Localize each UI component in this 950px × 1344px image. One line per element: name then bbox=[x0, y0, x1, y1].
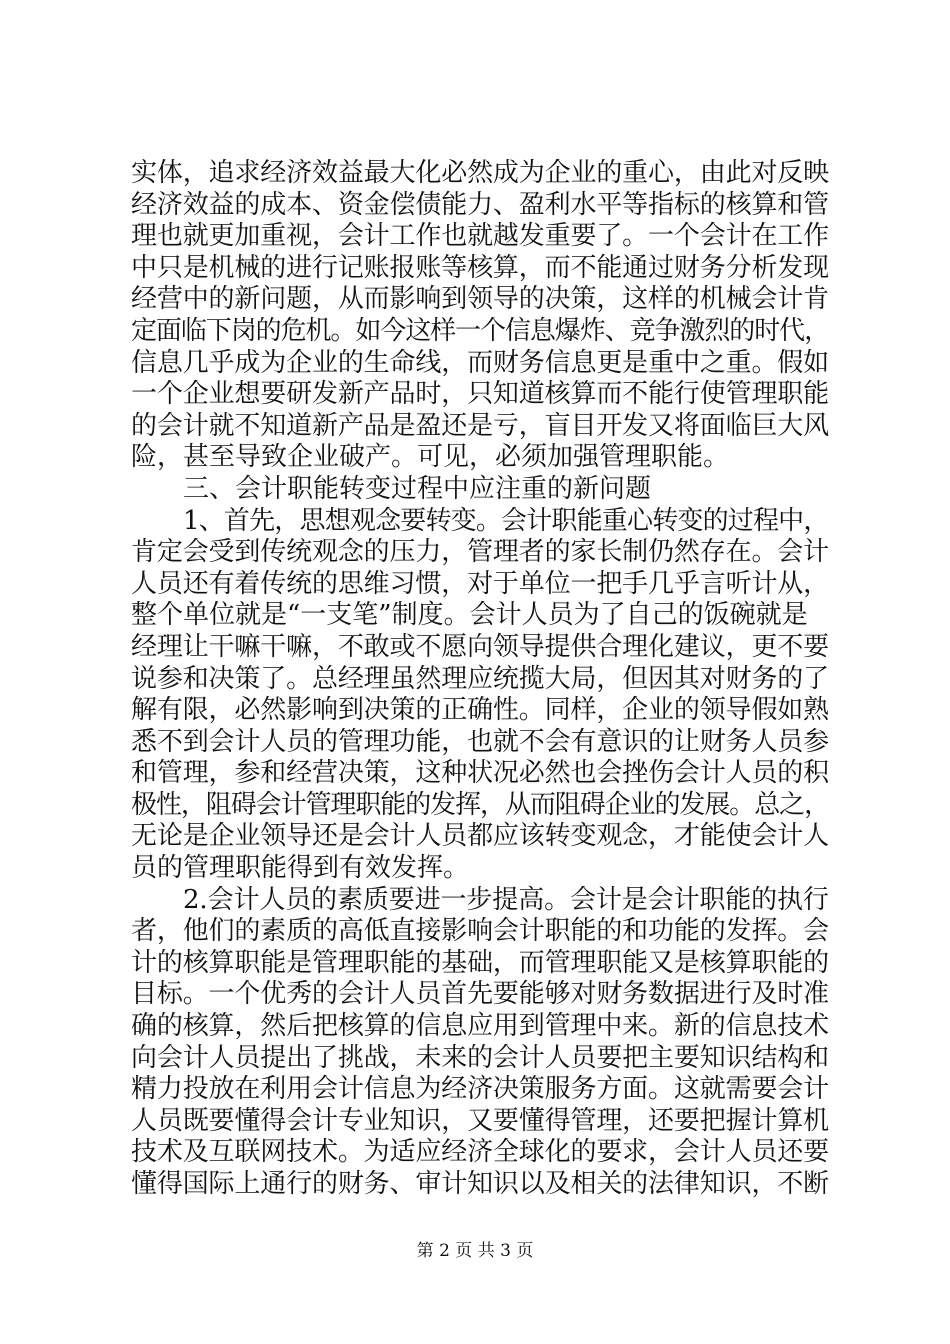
text-line: 技术及互联网技术。为适应经济全球化的要求，会计人员还要 bbox=[131, 1137, 830, 1168]
text-line: 确的核算，然后把核算的信息应用到管理中来。新的信息技术 bbox=[131, 1011, 830, 1042]
text-line: 极性，阻碍会计管理职能的发挥，从而阻碍企业的发展。总之， bbox=[131, 789, 830, 820]
text-line: 实体，追求经济效益最大化必然成为企业的重心，由此对反映 bbox=[131, 158, 830, 188]
text-line: 悉不到会计人员的管理功能，也就不会有意识的让财务人员参 bbox=[131, 726, 830, 757]
page-footer: 第 2 页 共 3 页 bbox=[416, 1241, 534, 1261]
text-line: 肯定会受到传统观念的压力，管理者的家长制仍然存在。会计 bbox=[131, 537, 830, 568]
text-line: 解有限，必然影响到决策的正确性。同样，企业的领导假如熟 bbox=[131, 695, 830, 726]
text-line: 计的核算职能是管理职能的基础，而管理职能又是核算职能的 bbox=[131, 947, 830, 978]
text-line: 定面临下岗的危机。如今这样一个信息爆炸、竞争激烈的时代， bbox=[131, 315, 830, 346]
text-line: 向会计人员提出了挑战，未来的会计人员要把主要知识结构和 bbox=[131, 1042, 830, 1073]
text-line: 经营中的新问题，从而影响到领导的决策，这样的机械会计肯 bbox=[131, 284, 830, 315]
document-body bbox=[131, 158, 829, 1201]
text-line: 精力投放在利用会计信息为经济决策服务方面。这就需要会计 bbox=[131, 1074, 830, 1105]
text-line: 理也就更加重视，会计工作也就越发重要了。一个会计在工作 bbox=[131, 221, 830, 252]
text-line: 懂得国际上通行的财务、审计知识以及相关的法律知识，不断 bbox=[131, 1169, 830, 1199]
text-line: 中只是机械的进行记账报账等核算，而不能通过财务分析发现 bbox=[131, 252, 830, 283]
text-line: 经济效益的成本、资金偿债能力、盈利水平等指标的核算和管 bbox=[131, 189, 830, 220]
text-line: 者，他们的素质的高低直接影响会计职能的和功能的发挥。会 bbox=[131, 916, 830, 947]
text-line: 2.会计人员的素质要进一步提高。会计是会计职能的执行 bbox=[183, 884, 829, 915]
text-line: 经理让干嘛干嘛，不敢或不愿向领导提供合理化建议，更不要 bbox=[131, 631, 830, 662]
text-line: 人员还有着传统的思维习惯，对于单位一把手几乎言听计从， bbox=[131, 568, 830, 599]
text-line: 一个企业想要研发新产品时，只知道核算而不能行使管理职能 bbox=[131, 379, 830, 410]
text-line: 信息几乎成为企业的生命线，而财务信息更是重中之重。假如 bbox=[131, 347, 830, 378]
text-line: 1、首先，思想观念要转变。会计职能重心转变的过程中， bbox=[183, 505, 829, 536]
text-line: 险，甚至导致企业破产。可见，必须加强管理职能。 bbox=[131, 442, 730, 473]
text-line: 员的管理职能得到有效发挥。 bbox=[131, 853, 470, 884]
text-line: 三、会计职能转变过程中应注重的新问题 bbox=[183, 473, 652, 504]
text-line: 整个单位就是“一支笔”制度。会计人员为了自己的饭碗就是 bbox=[131, 600, 808, 631]
text-line: 目标。一个优秀的会计人员首先要能够对财务数据进行及时准 bbox=[131, 979, 830, 1010]
text-line: 人员既要懂得会计专业知识，又要懂得管理，还要把握计算机 bbox=[131, 1105, 830, 1136]
text-line: 的会计就不知道新产品是盈还是亏，盲目开发又将面临巨大风 bbox=[131, 410, 830, 441]
text-line: 和管理，参和经营决策，这种状况必然也会挫伤会计人员的积 bbox=[131, 758, 830, 789]
text-line: 无论是企业领导还是会计人员都应该转变观念，才能使会计人 bbox=[131, 821, 830, 852]
text-line: 说参和决策了。总经理虽然理应统揽大局，但因其对财务的了 bbox=[131, 663, 830, 694]
